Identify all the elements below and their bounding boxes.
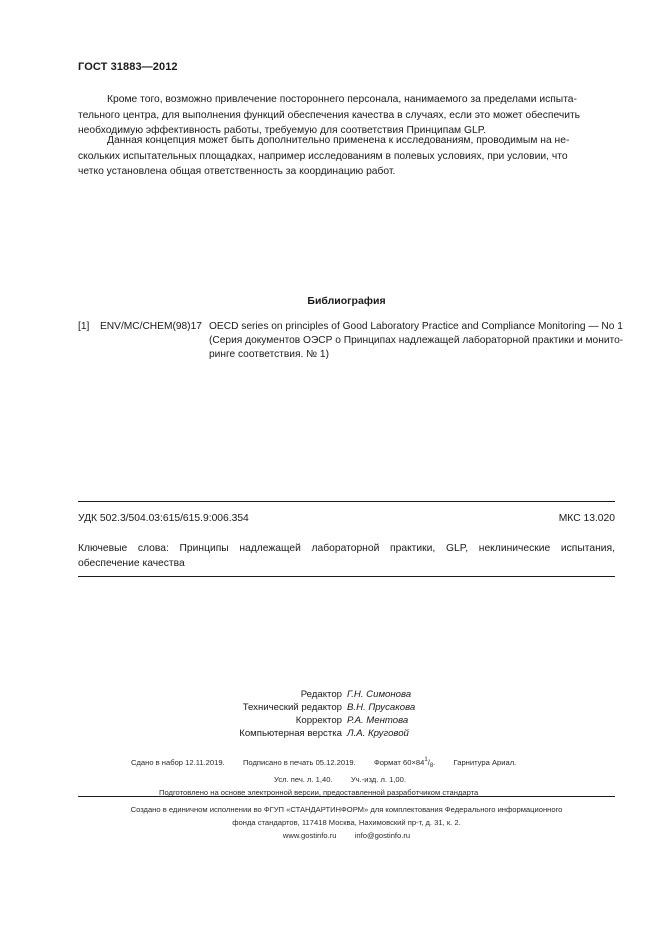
credits-block xyxy=(180,688,560,740)
credit-row xyxy=(180,727,560,740)
credit-name: Г.Н. Симонова xyxy=(347,689,412,700)
bibliography-title: Библиография xyxy=(307,295,386,307)
udk-code: УДК 502.3/504.03:615/615.9:006.354 xyxy=(78,513,249,524)
print-info-line-1 xyxy=(78,754,615,773)
credit-name: Р.А. Ментова xyxy=(347,715,409,726)
footer-contacts xyxy=(78,829,615,842)
footer-line: Создано в единичном исполнении во ФГУП «СТАНДАРТИНФОРМ» для комплектования Федерального информационного xyxy=(130,805,563,814)
divider-footer xyxy=(78,796,615,797)
footer-website[interactable]: www.gostinfo.ru xyxy=(282,831,337,840)
bibliography-number: [1] xyxy=(78,321,90,332)
bibliography-code: ENV/MC/CHEM(98)17 xyxy=(100,321,202,332)
keywords xyxy=(78,541,615,571)
keywords-line: обеспечение качества xyxy=(78,558,185,569)
credit-name: Л.А. Круговой xyxy=(347,728,409,739)
text-line: (Серия документов ОЭСР о Принципах надлежащей лабораторной практики и монито- xyxy=(209,335,624,346)
text-line: четко установлена общая ответственность за координацию работ. xyxy=(78,166,396,177)
print-sent: Сдано в набор 12.11.2019. xyxy=(131,758,225,767)
text-line: необходимую эффективность работы, требуемую для соответствия Принципам GLP. xyxy=(78,125,487,136)
mks-code: МКС 13.020 xyxy=(558,513,615,524)
paragraph-2 xyxy=(78,133,615,180)
credit-row xyxy=(180,701,560,714)
text-line: Кроме того, возможно привлечение постороннего персонала, нанимаемого за пределами испыта- xyxy=(107,94,577,105)
credit-row xyxy=(180,714,560,727)
text-line: скольких испытательных площадках, например исследованиям в полевых условиях, при условии, что xyxy=(78,150,568,162)
footer-line: фонда стандартов, 117418 Москва, Нахимовский пр-т, д. 31, к. 2. xyxy=(232,818,461,827)
credit-role: Компьютерная верстка xyxy=(239,728,342,739)
divider-top xyxy=(78,501,615,502)
print-sheets: Усл. печ. л. 1,40. xyxy=(274,775,333,784)
credit-name: В.Н. Прусакова xyxy=(347,702,416,713)
print-format: Формат $60\times 84^1/_8$. xyxy=(373,757,436,769)
print-typeface: Гарнитура Ариал. xyxy=(453,758,517,767)
text-line: Данная концепция может быть дополнительно применена к исследованиям, проводимым на не- xyxy=(107,135,570,146)
print-uch: Уч.-изд. л. 1,00. xyxy=(350,775,406,784)
paragraph-1 xyxy=(78,92,615,139)
text-line: тельного центра, для выполнения функций обеспечения качества в случаях, если это может обеспечить xyxy=(78,109,581,121)
bibliography-description xyxy=(209,320,624,362)
print-signed: Подписано в печать 05.12.2019. xyxy=(242,758,356,767)
divider-bottom xyxy=(78,576,615,577)
print-info-line-2 xyxy=(78,773,615,786)
print-info xyxy=(78,754,615,799)
credit-role: Технический редактор xyxy=(242,702,342,713)
publisher-footer xyxy=(78,803,615,842)
text-line: ринге соответствия. № 1) xyxy=(209,349,329,360)
footer-email[interactable]: info@gostinfo.ru xyxy=(354,831,411,840)
credit-role: Редактор xyxy=(300,689,342,700)
credit-row xyxy=(180,688,560,701)
page-header-standard: ГОСТ 31883—2012 xyxy=(78,61,178,73)
text-line: OECD series on principles of Good Laboratory Practice and Compliance Monitoring — No 1 xyxy=(209,321,623,332)
keywords-line: Ключевые слова: Принципы надлежащей лабораторной практики, GLP, неклинические испытания, xyxy=(78,543,615,554)
print-prepared: Подготовлено на основе электронной версии, предоставленной разработчиком стандарта xyxy=(159,788,479,797)
credit-role: Корректор xyxy=(295,715,342,726)
